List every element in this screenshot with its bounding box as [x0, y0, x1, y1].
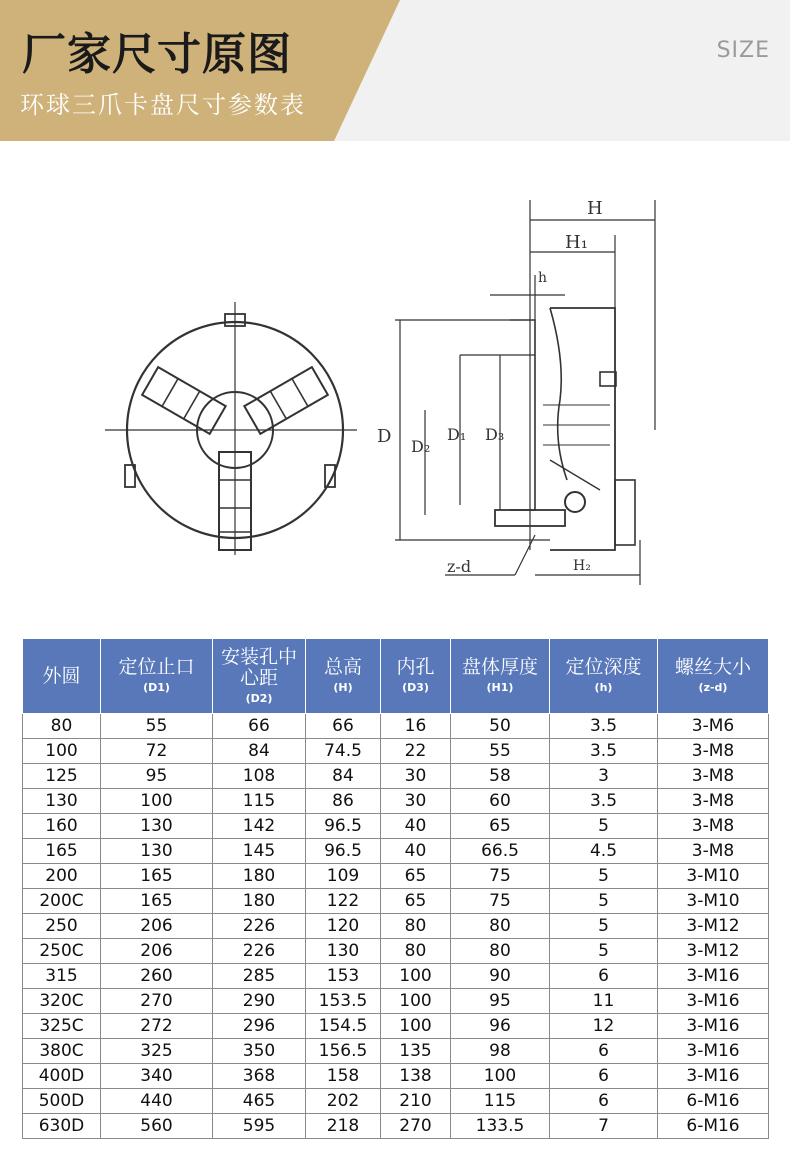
table-cell: 80 — [23, 714, 101, 739]
table-cell: 138 — [381, 1064, 451, 1089]
table-cell: 165 — [23, 839, 101, 864]
table-cell: 6 — [550, 964, 658, 989]
table-cell: 84 — [213, 739, 306, 764]
column-header-label: 定位深度 — [565, 656, 642, 678]
table-cell: 560 — [101, 1114, 213, 1139]
table-cell: 180 — [213, 864, 306, 889]
column-header — [101, 639, 213, 714]
column-header-label: 定位止口 — [118, 656, 195, 678]
table-row — [23, 989, 769, 1014]
table-cell: 380C — [23, 1039, 101, 1064]
table-cell: 65 — [451, 814, 550, 839]
table-cell: 3-M16 — [658, 964, 769, 989]
table-cell: 296 — [213, 1014, 306, 1039]
table-cell: 96.5 — [306, 839, 381, 864]
table-cell: 3-M10 — [658, 889, 769, 914]
size-label: SIZE — [716, 38, 770, 63]
table-row — [23, 914, 769, 939]
table-row — [23, 1064, 769, 1089]
column-header — [658, 639, 769, 714]
table-cell: 3-M16 — [658, 1064, 769, 1089]
table-cell: 84 — [306, 764, 381, 789]
table-cell: 96.5 — [306, 814, 381, 839]
table-cell: 3.5 — [550, 789, 658, 814]
table-cell: 3-M8 — [658, 814, 769, 839]
table-cell: 5 — [550, 889, 658, 914]
table-cell: 142 — [213, 814, 306, 839]
table-cell: 180 — [213, 889, 306, 914]
table-cell: 130 — [101, 839, 213, 864]
table-cell: 285 — [213, 964, 306, 989]
chuck-technical-drawing — [95, 190, 695, 600]
column-header-label: 盘体厚度 — [461, 656, 538, 678]
table-row — [23, 889, 769, 914]
table-cell: 11 — [550, 989, 658, 1014]
table-cell: 100 — [451, 1064, 550, 1089]
header-banner — [0, 0, 790, 141]
table-cell: 5 — [550, 914, 658, 939]
table-cell: 3-M8 — [658, 739, 769, 764]
table-cell: 5 — [550, 814, 658, 839]
table-cell: 5 — [550, 939, 658, 964]
table-cell: 98 — [451, 1039, 550, 1064]
table-cell: 340 — [101, 1064, 213, 1089]
table-row — [23, 939, 769, 964]
table-cell: 115 — [451, 1089, 550, 1114]
dim-label-D2: D₂ — [411, 437, 431, 456]
table-cell: 130 — [23, 789, 101, 814]
table-cell: 22 — [381, 739, 451, 764]
table-cell: 100 — [381, 1014, 451, 1039]
table-cell: 200 — [23, 864, 101, 889]
table-cell: 133.5 — [451, 1114, 550, 1139]
table-cell: 270 — [101, 989, 213, 1014]
table-cell: 3-M12 — [658, 939, 769, 964]
table-row — [23, 1089, 769, 1114]
column-header-code: (z-d) — [698, 681, 728, 694]
table-cell: 3-M16 — [658, 1014, 769, 1039]
table-cell: 100 — [381, 964, 451, 989]
column-header — [23, 639, 101, 714]
table-cell: 206 — [101, 914, 213, 939]
column-header — [381, 639, 451, 714]
table-cell: 96 — [451, 1014, 550, 1039]
table-cell: 226 — [213, 939, 306, 964]
table-cell: 40 — [381, 839, 451, 864]
table-cell: 260 — [101, 964, 213, 989]
table-body — [23, 714, 769, 1139]
column-header-label: 安装孔中心距 — [220, 645, 297, 689]
table-cell: 202 — [306, 1089, 381, 1114]
column-header-code: (H) — [333, 681, 353, 694]
table-cell: 315 — [23, 964, 101, 989]
table-cell: 154.5 — [306, 1014, 381, 1039]
dim-label-D3: D₃ — [485, 425, 505, 444]
table-cell: 122 — [306, 889, 381, 914]
column-header — [306, 639, 381, 714]
table-cell: 160 — [23, 814, 101, 839]
column-header-label: 内孔 — [396, 656, 435, 678]
table-cell: 3.5 — [550, 739, 658, 764]
table-cell: 320C — [23, 989, 101, 1014]
table-cell: 350 — [213, 1039, 306, 1064]
table-cell: 500D — [23, 1089, 101, 1114]
table-cell: 250C — [23, 939, 101, 964]
table-row — [23, 714, 769, 739]
table-cell: 130 — [306, 939, 381, 964]
page-title: 厂家尺寸原图 — [22, 29, 292, 80]
table-cell: 595 — [213, 1114, 306, 1139]
table-cell: 3-M12 — [658, 914, 769, 939]
table-cell: 75 — [451, 889, 550, 914]
dim-label-H1: H₁ — [565, 232, 588, 253]
column-header-code: (D2) — [245, 691, 273, 705]
size-parameter-table — [22, 638, 769, 1139]
table-cell: 465 — [213, 1089, 306, 1114]
table-cell: 16 — [381, 714, 451, 739]
table-row — [23, 1039, 769, 1064]
table-cell: 368 — [213, 1064, 306, 1089]
table-cell: 65 — [381, 864, 451, 889]
table-row — [23, 1114, 769, 1139]
table-cell: 60 — [451, 789, 550, 814]
table-cell: 153.5 — [306, 989, 381, 1014]
table-cell: 80 — [381, 939, 451, 964]
table-cell: 4.5 — [550, 839, 658, 864]
table-cell: 3 — [550, 764, 658, 789]
table-cell: 86 — [306, 789, 381, 814]
table-cell: 40 — [381, 814, 451, 839]
table-cell: 250 — [23, 914, 101, 939]
table-cell: 80 — [451, 914, 550, 939]
table-cell: 290 — [213, 989, 306, 1014]
table-cell: 400D — [23, 1064, 101, 1089]
table-cell: 50 — [451, 714, 550, 739]
size-table-container — [22, 638, 768, 1139]
table-cell: 6 — [550, 1089, 658, 1114]
table-cell: 3-M16 — [658, 989, 769, 1014]
table-cell: 74.5 — [306, 739, 381, 764]
table-row — [23, 1014, 769, 1039]
table-cell: 156.5 — [306, 1039, 381, 1064]
column-header — [213, 639, 306, 714]
dim-label-H2: H₂ — [573, 558, 591, 574]
table-cell: 3.5 — [550, 714, 658, 739]
table-cell: 630D — [23, 1114, 101, 1139]
table-cell: 6 — [550, 1039, 658, 1064]
table-cell: 120 — [306, 914, 381, 939]
table-cell: 80 — [381, 914, 451, 939]
table-cell: 80 — [451, 939, 550, 964]
table-row — [23, 764, 769, 789]
table-cell: 55 — [101, 714, 213, 739]
table-cell: 165 — [101, 864, 213, 889]
column-header-code: (H1) — [486, 681, 514, 694]
table-cell: 30 — [381, 764, 451, 789]
table-cell: 7 — [550, 1114, 658, 1139]
table-cell: 210 — [381, 1089, 451, 1114]
dim-label-zd: z-d — [447, 557, 472, 576]
table-cell: 3-M16 — [658, 1039, 769, 1064]
table-cell: 3-M8 — [658, 764, 769, 789]
table-cell: 325C — [23, 1014, 101, 1039]
dim-label-D: D — [377, 426, 392, 447]
table-row — [23, 789, 769, 814]
table-header-row — [23, 639, 769, 714]
table-cell: 158 — [306, 1064, 381, 1089]
table-cell: 58 — [451, 764, 550, 789]
table-row — [23, 839, 769, 864]
table-cell: 95 — [451, 989, 550, 1014]
column-header-label: 外圆 — [42, 664, 81, 687]
dim-label-D1: D₁ — [447, 425, 467, 444]
table-cell: 153 — [306, 964, 381, 989]
table-cell: 66 — [306, 714, 381, 739]
column-header — [550, 639, 658, 714]
table-cell: 226 — [213, 914, 306, 939]
table-cell: 100 — [23, 739, 101, 764]
table-row — [23, 964, 769, 989]
column-header-label: 总高 — [323, 656, 362, 678]
table-cell: 72 — [101, 739, 213, 764]
table-cell: 6-M16 — [658, 1114, 769, 1139]
table-cell: 3-M10 — [658, 864, 769, 889]
table-cell: 200C — [23, 889, 101, 914]
table-cell: 135 — [381, 1039, 451, 1064]
table-cell: 115 — [213, 789, 306, 814]
table-cell: 109 — [306, 864, 381, 889]
column-header — [451, 639, 550, 714]
table-cell: 218 — [306, 1114, 381, 1139]
table-cell: 206 — [101, 939, 213, 964]
column-header-label: 螺丝大小 — [674, 656, 751, 678]
table-cell: 108 — [213, 764, 306, 789]
table-cell: 130 — [101, 814, 213, 839]
table-row — [23, 739, 769, 764]
table-cell: 3-M8 — [658, 789, 769, 814]
table-cell: 75 — [451, 864, 550, 889]
table-cell: 6-M16 — [658, 1089, 769, 1114]
column-header-code: (D1) — [143, 681, 170, 694]
column-header-code: (D3) — [402, 681, 429, 694]
table-row — [23, 864, 769, 889]
page-subtitle: 环球三爪卡盘尺寸参数表 — [20, 91, 306, 119]
table-cell: 5 — [550, 864, 658, 889]
table-cell: 12 — [550, 1014, 658, 1039]
table-cell: 30 — [381, 789, 451, 814]
table-cell: 6 — [550, 1064, 658, 1089]
dim-label-H: H — [587, 198, 603, 219]
table-row — [23, 814, 769, 839]
front-view — [105, 302, 357, 555]
table-cell: 145 — [213, 839, 306, 864]
table-cell: 100 — [381, 989, 451, 1014]
table-cell: 3-M8 — [658, 839, 769, 864]
table-cell: 165 — [101, 889, 213, 914]
table-cell: 125 — [23, 764, 101, 789]
table-cell: 55 — [451, 739, 550, 764]
table-cell: 272 — [101, 1014, 213, 1039]
table-cell: 100 — [101, 789, 213, 814]
dim-label-h: h — [538, 270, 548, 286]
table-cell: 66.5 — [451, 839, 550, 864]
column-header-code: (h) — [594, 681, 613, 694]
table-cell: 270 — [381, 1114, 451, 1139]
side-view — [395, 200, 655, 585]
table-cell: 90 — [451, 964, 550, 989]
table-cell: 65 — [381, 889, 451, 914]
table-cell: 66 — [213, 714, 306, 739]
table-cell: 3-M6 — [658, 714, 769, 739]
table-cell: 440 — [101, 1089, 213, 1114]
table-cell: 325 — [101, 1039, 213, 1064]
table-cell: 95 — [101, 764, 213, 789]
